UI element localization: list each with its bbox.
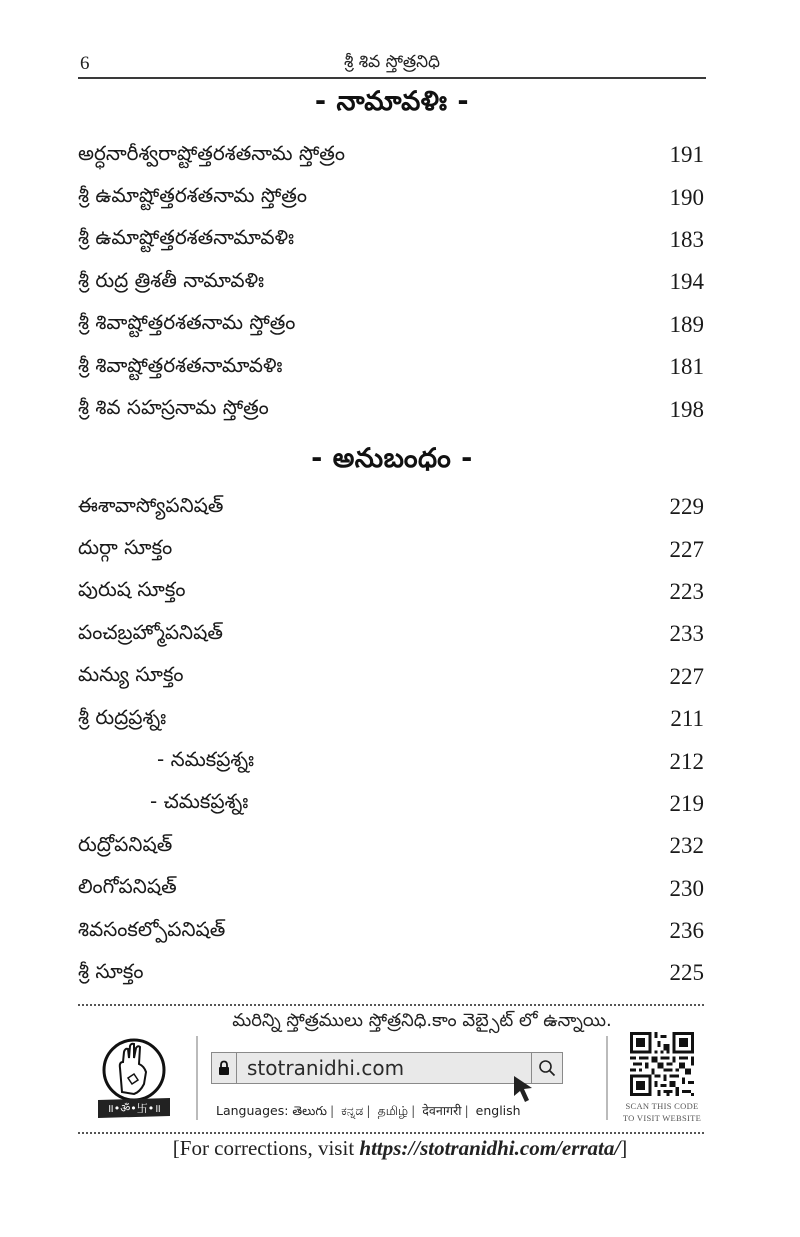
toc-page-number: 230 xyxy=(669,875,704,901)
errata-prefix: [For corrections, visit xyxy=(172,1136,360,1160)
toc-list-namavali xyxy=(78,134,706,431)
toc-row-sub[interactable] xyxy=(78,783,706,825)
promo-tagline: మరిన్ని స్తోత్రములు స్తోత్రనిధి.కాం వెబ్సైట్ లో ఉన్నాయి. xyxy=(232,1010,612,1031)
errata-suffix: ] xyxy=(620,1136,628,1160)
website-promo xyxy=(78,1008,706,1130)
toc-title: అర్ధనారీశ్వరాష్టోత్తరశతనామ స్తోత్రం xyxy=(78,140,345,165)
lock-icon xyxy=(212,1053,237,1083)
toc-row[interactable] xyxy=(78,528,706,570)
toc-page-number: 190 xyxy=(669,184,704,210)
toc-page-number: 219 xyxy=(669,790,704,816)
toc-page-number: 212 xyxy=(669,748,704,774)
toc-list-anubandham xyxy=(78,486,706,995)
toc-row[interactable] xyxy=(78,219,706,261)
toc-row[interactable] xyxy=(78,486,706,528)
url-text: stotranidhi.com xyxy=(247,1056,405,1080)
toc-title: శ్రీ సూక్తం xyxy=(78,958,144,983)
running-title: శ్రీ శివ స్తోత్రనిధి xyxy=(343,52,441,72)
toc-page-number: 236 xyxy=(669,918,704,944)
toc-page-number: 225 xyxy=(669,960,704,986)
toc-row[interactable] xyxy=(78,346,706,388)
toc-row[interactable] xyxy=(78,261,706,303)
toc-row[interactable] xyxy=(78,388,706,430)
page-header xyxy=(78,50,706,79)
toc-title: శ్రీ శివాష్టోత్తరశతనామావళిః xyxy=(78,352,283,377)
separator-left xyxy=(196,1036,198,1120)
toc-row[interactable] xyxy=(78,656,706,698)
dotted-divider-bottom xyxy=(78,1132,704,1134)
qr-caption xyxy=(612,1100,712,1124)
toc-row[interactable] xyxy=(78,868,706,910)
toc-row[interactable] xyxy=(78,304,706,346)
mouse-cursor-icon xyxy=(512,1074,536,1104)
separator-right xyxy=(606,1036,608,1120)
toc-page-number: 198 xyxy=(669,396,704,422)
toc-page-number: 189 xyxy=(669,311,704,337)
errata-link[interactable]: https://stotranidhi.com/errata/ xyxy=(359,1136,621,1160)
logo-band-text: ॥•ॐ•卐•॥ xyxy=(107,1102,161,1115)
toc-page-number: 183 xyxy=(669,226,704,252)
toc-page-number: 223 xyxy=(669,578,704,604)
toc-row[interactable] xyxy=(78,176,706,218)
qr-caption-line2: TO VISIT WEBSITE xyxy=(622,1113,702,1123)
toc-title: పురుష సూక్తం xyxy=(78,577,186,602)
toc-title: పంచబ్రహ్మోపనిషత్ xyxy=(78,619,223,644)
toc-title: దుర్గా సూక్తం xyxy=(78,535,173,560)
toc-title: ఈశావాస్యోపనిషత్ xyxy=(78,492,224,517)
toc-row[interactable] xyxy=(78,571,706,613)
language-link-devanagari[interactable]: देवनागरी xyxy=(422,1103,462,1118)
languages-line: Languages: తెలుగు | ಕನ್ನಡ | தமிழ் | देवनागरी | english xyxy=(216,1103,521,1118)
toc-row-sub[interactable] xyxy=(78,740,706,782)
toc-page-number: 194 xyxy=(669,269,704,295)
language-link-tamil[interactable]: தமிழ் xyxy=(377,1103,409,1118)
toc-title: లింగోపనిషత్ xyxy=(78,874,177,899)
toc-title: రుద్రోపనిషత్ xyxy=(78,831,173,856)
toc-row[interactable] xyxy=(78,952,706,994)
toc-page-number: 232 xyxy=(669,833,704,859)
section-heading-namavali: - నామావళిః - xyxy=(314,86,470,117)
toc-row[interactable] xyxy=(78,134,706,176)
toc-row[interactable] xyxy=(78,613,706,655)
toc-page-number: 229 xyxy=(669,494,704,520)
section-heading-anubandham: - అనుబంధం - xyxy=(311,443,473,474)
stotranidhi-logo-icon xyxy=(94,1034,174,1128)
toc-row[interactable] xyxy=(78,825,706,867)
dotted-divider-top xyxy=(78,1004,704,1006)
toc-title: మన్యు సూక్తం xyxy=(78,662,184,687)
toc-title: శివసంకల్పోపనిషత్ xyxy=(78,916,226,941)
page-number: 6 xyxy=(80,53,90,74)
toc-title: శ్రీ రుద్రప్రశ్నః xyxy=(78,704,167,729)
toc-page-number: 191 xyxy=(669,142,704,168)
toc-title: - చమకప్రశ్నః xyxy=(150,789,249,814)
toc-title: - నమకప్రశ్నః xyxy=(157,747,255,772)
url-bar[interactable] xyxy=(211,1052,563,1084)
toc-row[interactable] xyxy=(78,910,706,952)
toc-title: శ్రీ శివాష్టోత్తరశతనామ స్తోత్రం xyxy=(78,310,296,335)
toc-page-number: 181 xyxy=(669,354,704,380)
toc-page-number: 211 xyxy=(670,706,704,732)
language-link-english[interactable]: english xyxy=(475,1103,521,1118)
toc-page-number: 233 xyxy=(669,621,704,647)
qr-code-icon[interactable] xyxy=(630,1032,694,1096)
toc-page-number: 227 xyxy=(669,536,704,562)
language-link-telugu[interactable]: తెలుగు xyxy=(292,1103,327,1118)
toc-page-number: 227 xyxy=(669,663,704,689)
toc-row[interactable] xyxy=(78,698,706,740)
language-link-kannada[interactable]: ಕನ್ನಡ xyxy=(341,1103,364,1118)
errata-note xyxy=(0,1136,800,1161)
toc-title: శ్రీ ఉమాష్టోత్తరశతనామ స్తోత్రం xyxy=(78,183,307,208)
languages-label: Languages: xyxy=(216,1103,289,1118)
qr-caption-line1: SCAN THIS CODE xyxy=(625,1101,699,1111)
toc-title: శ్రీ ఉమాష్టోత్తరశతనామావళిః xyxy=(78,225,294,250)
toc-title: శ్రీ రుద్ర త్రిశతీ నామావళిః xyxy=(78,267,265,292)
toc-title: శ్రీ శివ సహస్రనామ స్తోత్రం xyxy=(78,395,269,420)
